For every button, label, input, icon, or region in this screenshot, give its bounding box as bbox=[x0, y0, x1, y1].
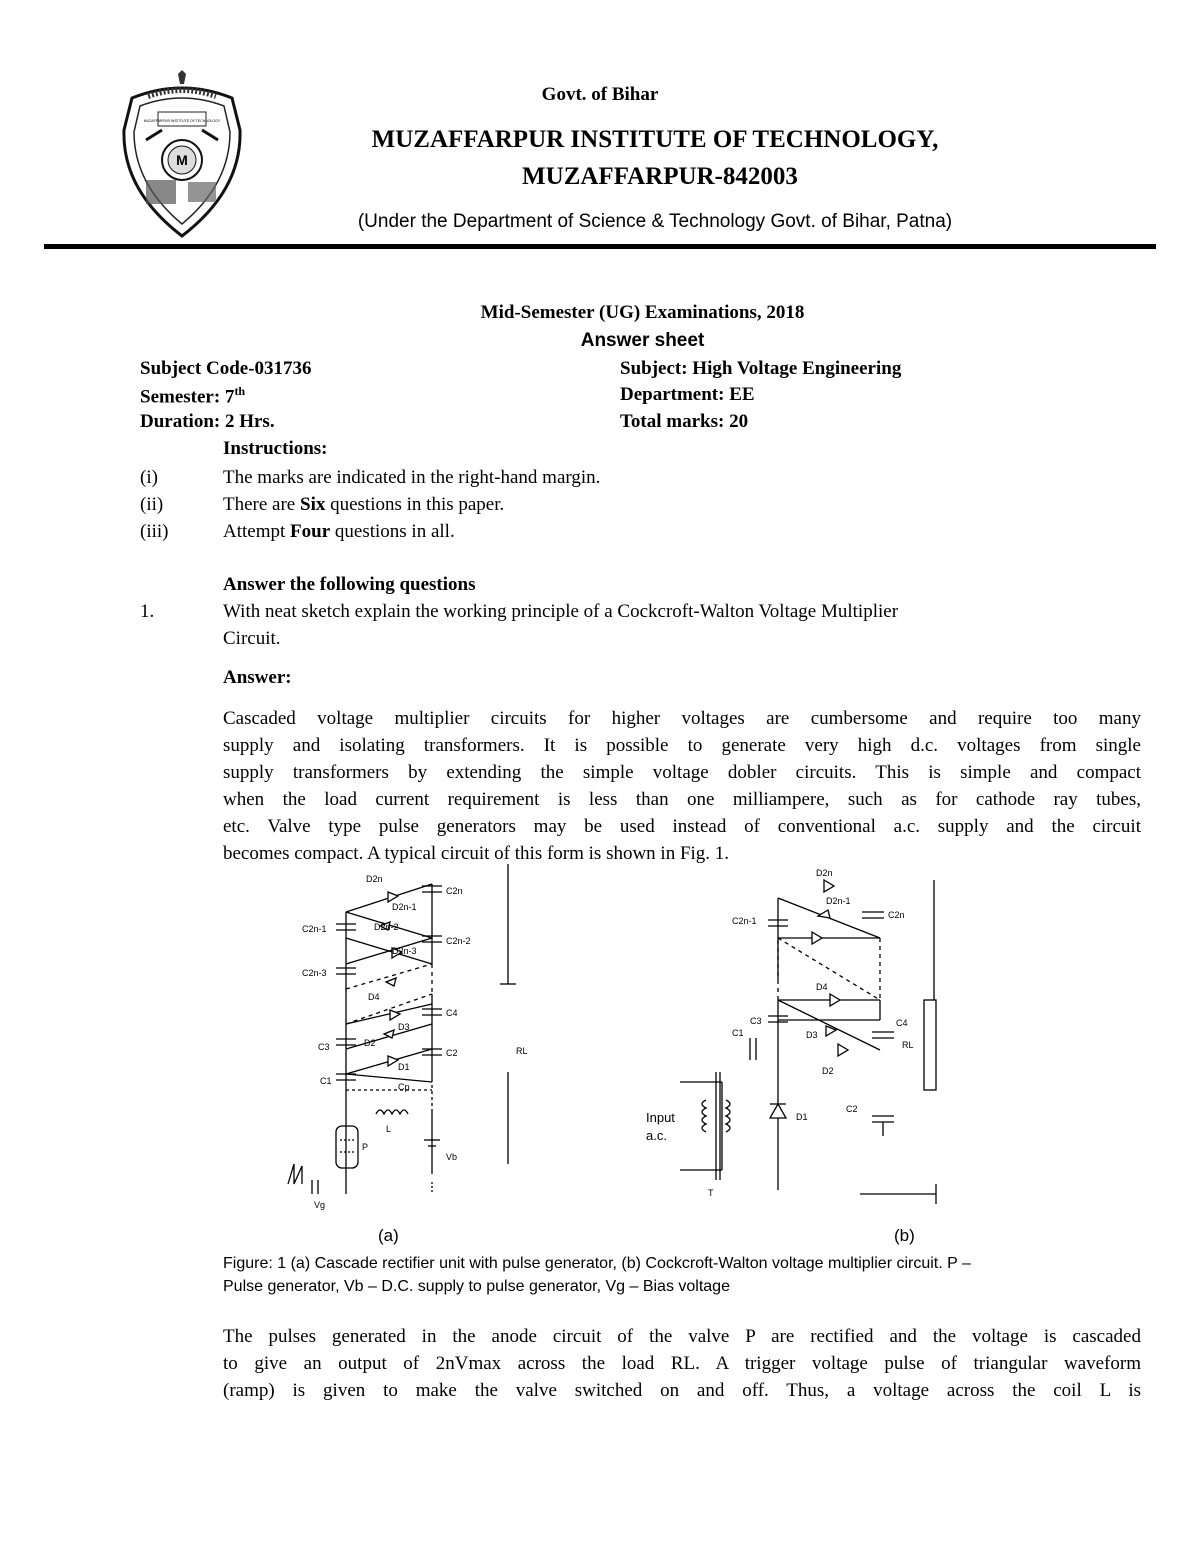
question-text-cont: Circuit. bbox=[223, 628, 281, 649]
label-b-D4: D4 bbox=[816, 982, 828, 992]
label-D2n: D2n bbox=[366, 874, 383, 884]
label-Cp: Cp bbox=[398, 1082, 410, 1092]
label-b-D3: D3 bbox=[806, 1030, 818, 1040]
label-b-input: Input bbox=[646, 1110, 675, 1125]
semester-sup: th bbox=[234, 384, 246, 398]
label-D4: D4 bbox=[368, 992, 380, 1002]
sheet-title: Answer sheet bbox=[580, 330, 705, 351]
label-C2: C2 bbox=[446, 1048, 458, 1058]
label-b-RL: RL bbox=[902, 1040, 914, 1050]
label-b-D2: D2 bbox=[822, 1066, 834, 1076]
answer-label: Answer: bbox=[223, 667, 292, 688]
label-C4: C4 bbox=[446, 1008, 458, 1018]
label-C2n-3: C2n-3 bbox=[302, 968, 327, 978]
instruction-num: (i) bbox=[140, 467, 158, 488]
label-D2n-2: D2n-2 bbox=[374, 922, 399, 932]
paragraph-line: supply transformers by extending the simple voltage dobler circuits. This is simple and compact bbox=[223, 762, 1141, 783]
govt-heading: Govt. of Bihar bbox=[541, 84, 659, 105]
label-L: L bbox=[386, 1124, 392, 1134]
questions-heading: Answer the following questions bbox=[223, 574, 476, 595]
label-b-C4: C4 bbox=[896, 1018, 908, 1028]
paragraph-line: supply and isolating transformers. It is possible to generate very high d.c. voltages from single bbox=[223, 735, 1141, 756]
figure-a-label: (a) bbox=[378, 1226, 399, 1245]
paragraph-line: etc. Valve type pulse generators may be used instead of conventional a.c. supply and the circuit bbox=[223, 816, 1141, 837]
paragraph-line: becomes compact. A typical circuit of this form is shown in Fig. 1. bbox=[223, 843, 730, 864]
paragraph-line: when the load current requirement is less than one milliampere, such as for cathode ray tubes, bbox=[223, 789, 1141, 810]
label-D2n-1: D2n-1 bbox=[392, 902, 417, 912]
label-C2n-1: C2n-1 bbox=[302, 924, 327, 934]
caption-line: Figure: 1 (a) Cascade rectifier unit with pulse generator, (b) Cockcroft-Walton voltage multiplier circuit. P – bbox=[223, 1255, 971, 1272]
label-b-D2n: D2n bbox=[816, 868, 833, 878]
label-C2n-2: C2n-2 bbox=[446, 936, 471, 946]
answer-paragraph-2 bbox=[223, 1323, 1141, 1404]
figure-a-circuit bbox=[280, 864, 580, 1228]
instruction-num: (ii) bbox=[140, 494, 164, 515]
label-C2n: C2n bbox=[446, 886, 463, 896]
label-b-ac: a.c. bbox=[646, 1128, 667, 1143]
header-divider bbox=[44, 244, 1156, 249]
instruction-item: There are Six questions in this paper. bbox=[223, 494, 505, 515]
label-P: P bbox=[362, 1142, 369, 1152]
label-b-C1: C1 bbox=[732, 1028, 744, 1038]
label-C3: C3 bbox=[318, 1042, 330, 1052]
logo-text: MUZAFFARPUR INSTITUTE OF TECHNOLOGY bbox=[143, 119, 221, 123]
subject-code: Subject Code-031736 bbox=[140, 358, 312, 379]
instruction-num: (iii) bbox=[140, 521, 169, 542]
label-b-C2n-1: C2n-1 bbox=[732, 916, 757, 926]
label-b-D1: D1 bbox=[796, 1112, 808, 1122]
figure-b-label: (b) bbox=[894, 1226, 915, 1245]
label-D2: D2 bbox=[364, 1038, 376, 1048]
institute-city: MUZAFFARPUR-842003 bbox=[522, 163, 798, 190]
semester bbox=[140, 384, 245, 408]
label-C1: C1 bbox=[320, 1076, 332, 1086]
label-D1: D1 bbox=[398, 1062, 410, 1072]
subject-name: Subject: High Voltage Engineering bbox=[620, 358, 902, 379]
exam-title: Mid-Semester (UG) Examinations, 2018 bbox=[480, 302, 805, 323]
label-b-C2: C2 bbox=[846, 1104, 858, 1114]
paragraph-line: The pulses generated in the anode circuit of the valve P are rectified and the voltage is cascaded bbox=[223, 1326, 1141, 1347]
label-Vb: Vb bbox=[446, 1152, 458, 1162]
caption-line: Pulse generator, Vb – D.C. supply to pulse generator, Vg – Bias voltage bbox=[223, 1278, 730, 1295]
institute-name: MUZAFFARPUR INSTITUTE OF TECHNOLOGY, bbox=[371, 126, 939, 153]
question-text: With neat sketch explain the working principle of a Cockcroft-Walton Voltage Multiplier bbox=[223, 601, 899, 622]
department-line: (Under the Department of Science & Technology Govt. of Bihar, Patna) bbox=[357, 211, 953, 232]
label-b-C2n: C2n bbox=[888, 910, 905, 920]
svg-text:M: M bbox=[176, 152, 188, 168]
label-RL: RL bbox=[516, 1046, 528, 1056]
paragraph-line: (ramp) is given to make the valve switched on and off. Thus, a voltage across the coil L is bbox=[223, 1380, 1141, 1401]
label-D3: D3 bbox=[398, 1022, 410, 1032]
total-marks: Total marks: 20 bbox=[620, 411, 749, 432]
instruction-item: The marks are indicated in the right-hand margin. bbox=[223, 467, 601, 488]
label-b-C3: C3 bbox=[750, 1016, 762, 1026]
semester-label: Semester: 7 bbox=[140, 386, 235, 408]
paragraph-line: Cascaded voltage multiplier circuits for higher voltages are cumbersome and require too many bbox=[223, 708, 1141, 729]
instruction-item: Attempt Four questions in all. bbox=[223, 521, 455, 542]
paragraph-line: to give an output of 2nVmax across the load RL. A trigger voltage pulse of triangular waveform bbox=[223, 1353, 1141, 1374]
department: Department: EE bbox=[620, 384, 755, 405]
label-Vg: Vg bbox=[314, 1200, 326, 1210]
label-b-T: T bbox=[708, 1188, 714, 1198]
question-number: 1. bbox=[140, 601, 155, 622]
label-b-D2n-1: D2n-1 bbox=[826, 896, 851, 906]
figure-b-circuit bbox=[640, 860, 950, 1230]
answer-paragraph-1 bbox=[223, 705, 1141, 867]
figure-caption bbox=[223, 1252, 1143, 1298]
instructions-heading: Instructions: bbox=[223, 438, 328, 459]
duration: Duration: 2 Hrs. bbox=[140, 411, 275, 432]
label-D2n-3: D2n-3 bbox=[392, 946, 417, 956]
